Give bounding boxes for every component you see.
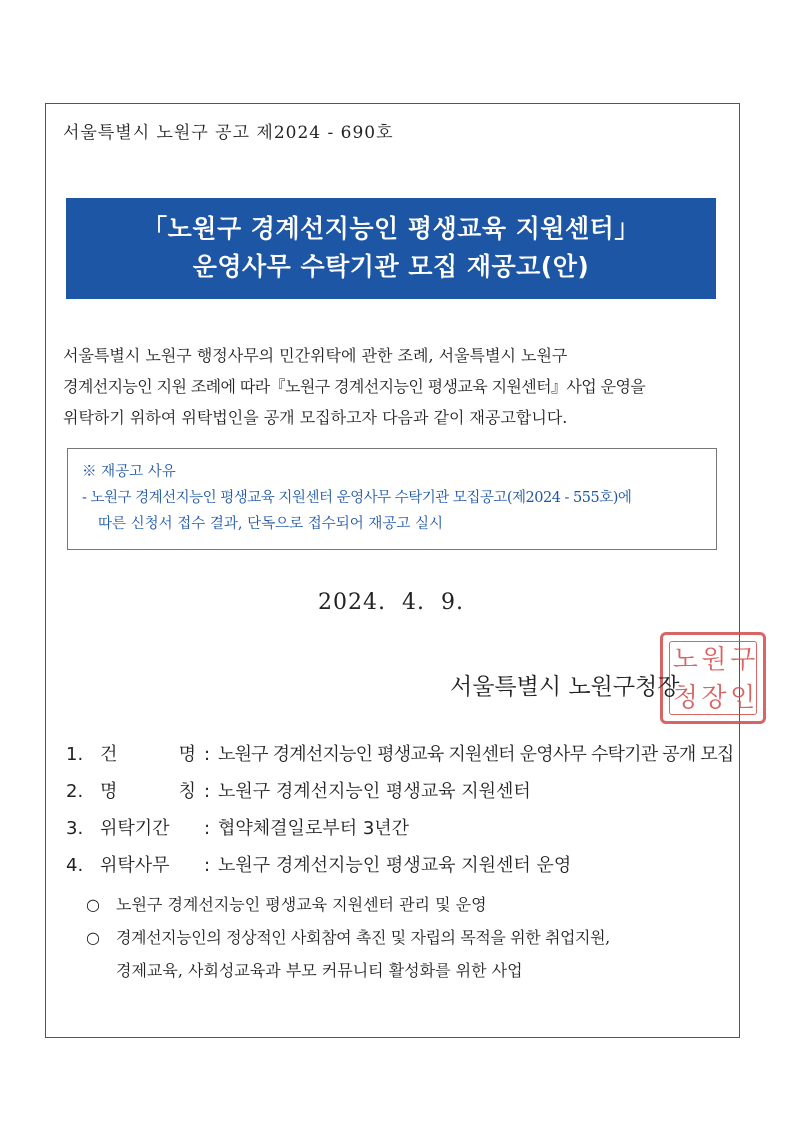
item-colon: : [203, 781, 211, 802]
item-key-part: 명 [178, 744, 196, 765]
seal-char: 원 [701, 645, 727, 675]
circle-bullet-icon: ○ [86, 928, 100, 947]
sub-item-continuation: 경제교육, 사회성교육과 부모 커뮤니티 활성화를 위한 사업 [116, 961, 523, 980]
intro-line: 서울특별시 노원구 행정사무의 민간위탁에 관한 조례, 서울특별시 노원구 [63, 346, 568, 365]
item-number: 3. [66, 818, 84, 839]
title-banner [66, 198, 716, 299]
sub-item-text: 노원구 경계선지능인 평생교육 지원센터 관리 및 운영 [116, 895, 487, 914]
item-colon: : [203, 744, 211, 765]
item-key-part: 건 [100, 744, 118, 765]
item-value: 노원구 경계선지능인 평생교육 지원센터 운영 [218, 855, 572, 876]
detail-item-period [66, 814, 746, 851]
item-key [100, 814, 196, 840]
item-key-part: 위탁기간 [100, 818, 170, 839]
item-key-part: 명 [100, 781, 118, 802]
item-value: 노원구 경계선지능인 평생교육 지원센터 운영사무 수탁기관 공개 모집 [218, 744, 734, 765]
item-key-part: 위탁사무 [100, 855, 170, 876]
item-value: 노원구 경계선지능인 평생교육 지원센터 [218, 781, 531, 802]
title-line-2: 운영사무 수탁기관 모집 재공고(안) [192, 252, 590, 281]
seal-char: 노 [672, 645, 698, 675]
notice-date: 2024. 4. 9. [318, 590, 464, 615]
item-key [100, 851, 196, 877]
item-key [100, 740, 196, 766]
detail-item-title [66, 740, 746, 777]
intro-line: 경계선지능인 지원 조례에 따라『노원구 경계선지능인 평생교육 지원센터』사업 운영을 [63, 377, 646, 396]
notice-number: 서울특별시 노원구 공고 제2024 - 690호 [63, 123, 394, 143]
item-value: 협약체결일로부터 3년간 [218, 818, 410, 839]
item-number: 1. [66, 744, 84, 765]
title-line-1: 「노원구 경계선지능인 평생교육 지원센터」 [142, 214, 640, 243]
reason-line: - 노원구 경계선지능인 평생교육 지원센터 운영사무 수탁기관 모집공고(제2024 - 555호)에 [82, 490, 632, 506]
seal-char: 인 [730, 683, 756, 713]
details-list [66, 740, 746, 987]
intro-line: 위탁하기 위하여 위탁법인을 공개 모집하고자 다음과 같이 재공고합니다. [63, 408, 568, 427]
seal-characters [671, 641, 757, 717]
reason-box [67, 448, 717, 550]
item-colon: : [203, 818, 211, 839]
reason-heading: ※ 재공고 사유 [82, 464, 176, 480]
item-key [100, 777, 196, 803]
intro-paragraph [63, 340, 723, 433]
sub-list-item [66, 921, 746, 954]
item-number: 2. [66, 781, 84, 802]
reason-line: 따른 신청서 접수 결과, 단독으로 접수되어 재공고 실시 [98, 516, 444, 532]
sub-list-item [66, 888, 746, 921]
seal-char: 구 [730, 645, 756, 675]
seal-char: 청 [672, 683, 698, 713]
seal-char: 장 [701, 683, 727, 713]
signer-name: 서울특별시 노원구청장 [450, 674, 680, 700]
task-sub-list [66, 888, 746, 987]
item-key-part: 칭 [178, 781, 196, 802]
item-number: 4. [66, 855, 84, 876]
detail-item-task [66, 851, 746, 888]
circle-bullet-icon: ○ [86, 895, 100, 914]
detail-item-name [66, 777, 746, 814]
item-colon: : [203, 855, 211, 876]
sub-item-text: 경계선지능인의 정상적인 사회참여 촉진 및 자립의 목적을 위한 취업지원, [116, 928, 610, 947]
